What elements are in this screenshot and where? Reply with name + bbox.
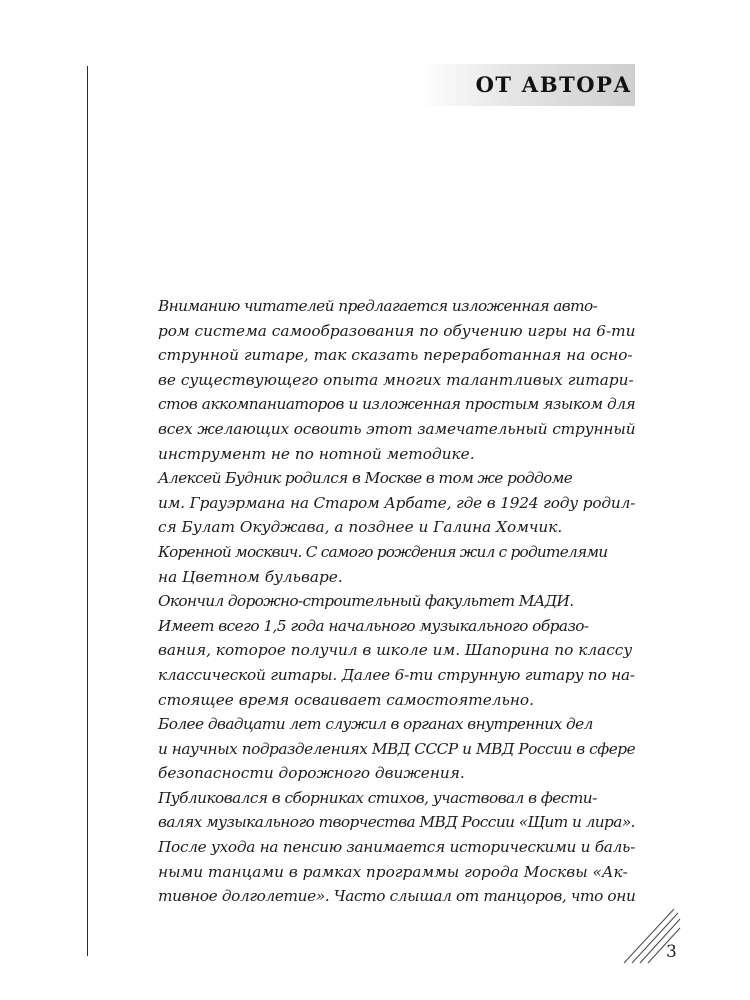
text-line: ром система самообразования по обучению игры на 6-ти — [158, 321, 636, 340]
text-line: Коренной москвич. С самого рождения жил с родителями — [158, 542, 608, 561]
paragraph — [130, 540, 635, 589]
text-line: стоящее время осваивает самостоятельно. — [158, 690, 534, 709]
text-line: валях музыкального творчества МВД России «Щит и лира». — [158, 813, 635, 832]
text-line: вания, которое получил в школе им. Шапорина по классу — [158, 641, 633, 660]
text-line: инструмент не по нотной методике. — [158, 444, 475, 463]
text-line: Имеет всего 1,5 года начального музыкального образо- — [158, 616, 589, 635]
text-line: тивное долголетие». Часто слышал от танцоров, что они — [158, 887, 636, 906]
text-line: безопасности дорожного движения. — [158, 764, 465, 783]
chapter-title: ОТ АВТОРА — [475, 72, 632, 97]
left-margin-rule — [87, 66, 88, 956]
text-line: Более двадцати лет служил в органах внутренних дел — [158, 715, 593, 734]
paragraph — [130, 294, 635, 466]
text-line: классической гитары. Далее 6-ти струнную гитару по на- — [158, 665, 635, 684]
text-line: всех желающих освоить этот замечательный струнный — [158, 419, 636, 438]
paragraph — [130, 466, 635, 540]
text-line: и научных подразделениях МВД СССР и МВД России в сфере — [158, 739, 636, 758]
text-line: на Цветном бульваре. — [158, 567, 343, 586]
paragraph — [130, 712, 635, 786]
text-line: Алексей Будник родился в Москве в том же роддоме — [158, 469, 573, 488]
text-line: После ухода на пенсию занимается историческими и баль- — [158, 838, 635, 857]
text-line: ве существующего опыта многих талантливых гитари- — [158, 370, 634, 389]
text-line: ся Булат Окуджава, а позднее и Галина Хомчик. — [158, 518, 563, 537]
text-line: им. Грауэрмана на Старом Арбате, где в 1924 году родил- — [158, 493, 636, 512]
paragraph — [130, 589, 635, 614]
paragraph — [130, 786, 635, 909]
text-line: струнной гитаре, так сказать переработанная на осно- — [158, 346, 633, 365]
text-line: Публиковался в сборниках стихов, участвовал в фести- — [158, 788, 597, 807]
text-line: Вниманию читателей предлагается изложенная авто- — [158, 297, 598, 315]
paragraph — [130, 614, 635, 712]
text-line: ными танцами в рамках программы города Москвы «Ак- — [158, 862, 628, 881]
text-line: Окончил дорожно-строительный факультет МАДИ. — [158, 592, 574, 611]
page-number: 3 — [666, 942, 677, 962]
text-line: стов аккомпаниаторов и изложенная простым языком для — [158, 395, 636, 414]
body-text — [130, 294, 635, 909]
